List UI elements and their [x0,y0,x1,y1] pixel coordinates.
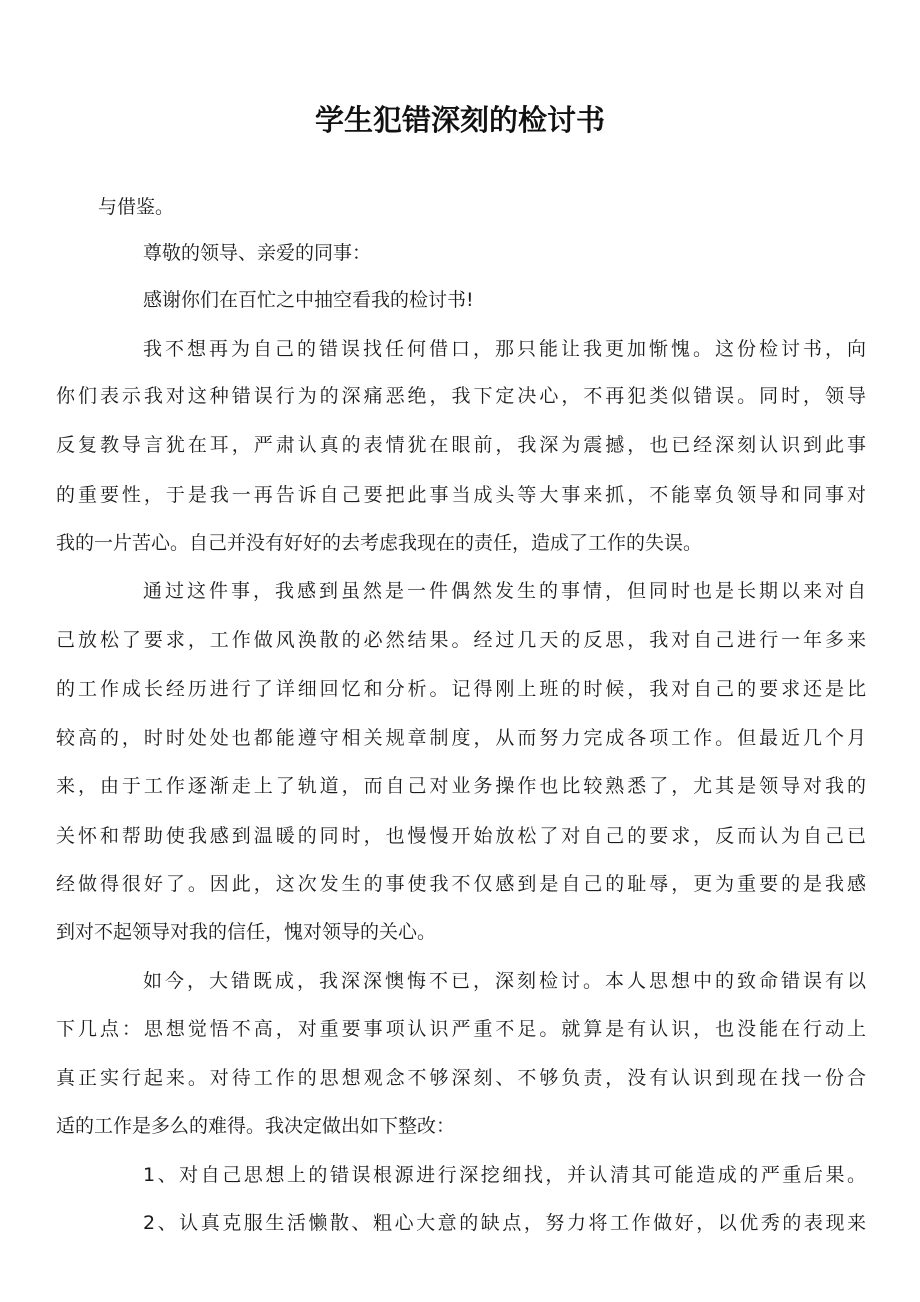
document-title: 学生犯错深刻的检讨书 [314,103,605,137]
paragraph-2-line: 关怀和帮助使我感到温暖的同时，也慢慢开始放松了对自己的要求，反而认为自己已 [56,825,866,847]
paragraph-2-line: 通过这件事，我感到虽然是一件偶然发生的事情，但同时也是长期以来对自 [143,580,866,602]
salutation-line: 尊敬的领导、亲爱的同事： [143,242,372,264]
paragraph-2-line: 经做得很好了。因此，这次发生的事使我不仅感到是自己的耻辱，更为重要的是我感 [56,873,866,895]
paragraph-3-line: 如今，大错既成，我深深懊悔不已，深刻检讨。本人思想中的致命错误有以 [143,970,866,992]
body-line: 与借鉴。 [98,196,175,218]
body-line: 感谢你们在百忙之中抽空看我的检讨书! [143,289,474,311]
paragraph-2-line: 来，由于工作逐渐走上了轨道，而自己对业务操作也比较熟悉了，尤其是领导对我的 [56,775,866,797]
list-item: 1、对自己思想上的错误根源进行深挖细找，并认清其可能造成的严重后果。 [143,1164,866,1186]
paragraph-2-line: 己放松了要求，工作做风涣散的必然结果。经过几天的反思，我对自己进行一年多来 [56,629,866,651]
paragraph-1-line: 的重要性，于是我一再告诉自己要把此事当成头等大事来抓，不能辜负领导和同事对 [56,484,866,506]
paragraph-1-line: 我的一片苦心。自己并没有好好的去考虑我现在的责任，造成了工作的失误。 [56,532,703,554]
paragraph-1-line: 你们表示我对这种错误行为的深痛恶绝，我下定决心，不再犯类似错误。同时，领导 [56,385,866,407]
list-item: 2、认真克服生活懒散、粗心大意的缺点，努力将工作做好，以优秀的表现来 [143,1212,866,1234]
paragraph-2-line: 较高的，时时处处也都能遵守相关规章制度，从而努力完成各项工作。但最近几个月 [56,727,866,749]
paragraph-1-line: 我不想再为自己的错误找任何借口，那只能让我更加惭愧。这份检讨书，向 [143,338,866,360]
paragraph-2-line: 到对不起领导对我的信任，愧对领导的关心。 [56,921,437,943]
paragraph-3-line: 真正实行起来。对待工作的思想观念不够深刻、不够负责，没有认识到现在找一份合 [56,1067,866,1089]
paragraph-3-line: 下几点：思想觉悟不高，对重要事项认识严重不足。就算是有认识，也没能在行动上 [56,1018,866,1040]
paragraph-2-line: 的工作成长经历进行了详细回忆和分析。记得刚上班的时候，我对自己的要求还是比 [56,678,866,700]
paragraph-1-line: 反复教导言犹在耳，严肃认真的表情犹在眼前，我深为震撼，也已经深刻认识到此事 [56,434,866,456]
paragraph-3-line: 适的工作是多么的难得。我决定做出如下整改： [56,1115,456,1137]
